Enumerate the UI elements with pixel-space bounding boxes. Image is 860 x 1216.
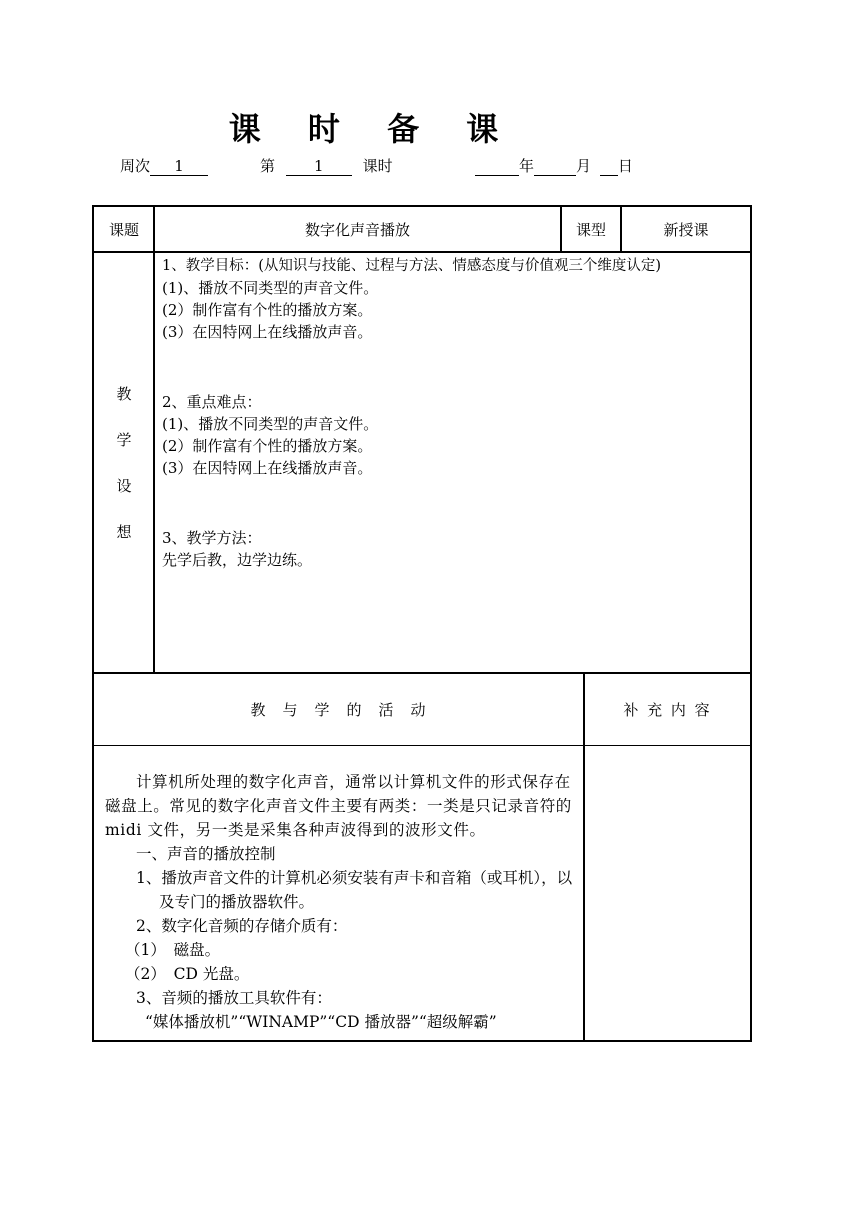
type-label: 课型 [575, 220, 606, 239]
objective-item: (1)、播放不同类型的声音文件。 [162, 279, 379, 297]
side-char: 学 [116, 431, 132, 449]
activity-item: 2、数字化音频的存储介质有： [136, 917, 348, 935]
week-value: 1 [150, 157, 208, 176]
method-text: 先学后教，边学边练。 [162, 551, 313, 569]
keypoint-item: (3）在因特网上在线播放声音。 [162, 459, 373, 477]
day-label: 日 [617, 157, 633, 175]
objectives-title: 1、教学目标：(从知识与技能、过程与方法、情感态度与价值观三个维度认定) [162, 258, 662, 274]
design-content [162, 255, 752, 673]
lesson-plan-table [92, 205, 752, 672]
year-blank [475, 157, 519, 176]
day-blank [600, 157, 618, 176]
side-char: 教 [116, 385, 132, 403]
keypoints-title: 2、重点难点： [162, 393, 262, 411]
side-char: 想 [116, 523, 132, 541]
objective-item: (3）在因特网上在线播放声音。 [162, 323, 373, 341]
month-label: 月 [576, 157, 592, 175]
objective-item: (2）制作富有个性的播放方案。 [162, 301, 373, 319]
keypoint-item: (1)、播放不同类型的声音文件。 [162, 415, 379, 433]
lesson-suffix: 课时 [362, 157, 393, 175]
lesson-value: 1 [286, 157, 352, 176]
year-label: 年 [519, 157, 535, 175]
row-divider [94, 745, 750, 746]
page-title: 课 时 备 课 [228, 110, 517, 148]
section-heading: 一、声音的播放控制 [136, 845, 276, 863]
activity-table [92, 672, 752, 1042]
row-divider [94, 251, 750, 253]
supplement-header: 补 充 内 容 [623, 701, 712, 719]
topic-value: 数字化声音播放 [304, 220, 410, 239]
month-blank [534, 157, 576, 176]
type-value: 新授课 [663, 220, 709, 239]
week-field [120, 155, 208, 176]
keypoint-item: (2）制作富有个性的播放方案。 [162, 437, 373, 455]
topic-label: 课题 [108, 220, 139, 239]
activity-content [105, 770, 575, 1034]
side-char: 设 [116, 477, 132, 495]
design-side-label [94, 253, 154, 673]
activity-header: 教 与 学 的 活 动 [250, 701, 427, 719]
tools-list: “媒体播放机”“WINAMP”“CD 播放器”“超级解霸” [145, 1013, 497, 1031]
activity-item: 3、音频的播放工具软件有： [136, 989, 332, 1007]
method-title: 3、教学方法： [162, 529, 262, 547]
intro-paragraph: 计算机所处理的数字化声音，通常以计算机文件的形式保存在磁盘上。常见的数字化声音文件主要有两类：一类是只记录音符的 midi 文件，另一类是采集各种声波得到的波形文件。 [105, 773, 572, 839]
media-item: （2） CD 光盘。 [125, 965, 250, 983]
week-label: 周次 [120, 157, 151, 175]
date-field [475, 155, 633, 176]
lesson-field [260, 155, 393, 176]
lesson-prefix: 第 [260, 157, 276, 175]
media-item: （1） 磁盘。 [125, 941, 221, 959]
activity-item: 1、播放声音文件的计算机必须安装有声卡和音箱（或耳机），以及专门的播放器软件。 [136, 869, 573, 911]
